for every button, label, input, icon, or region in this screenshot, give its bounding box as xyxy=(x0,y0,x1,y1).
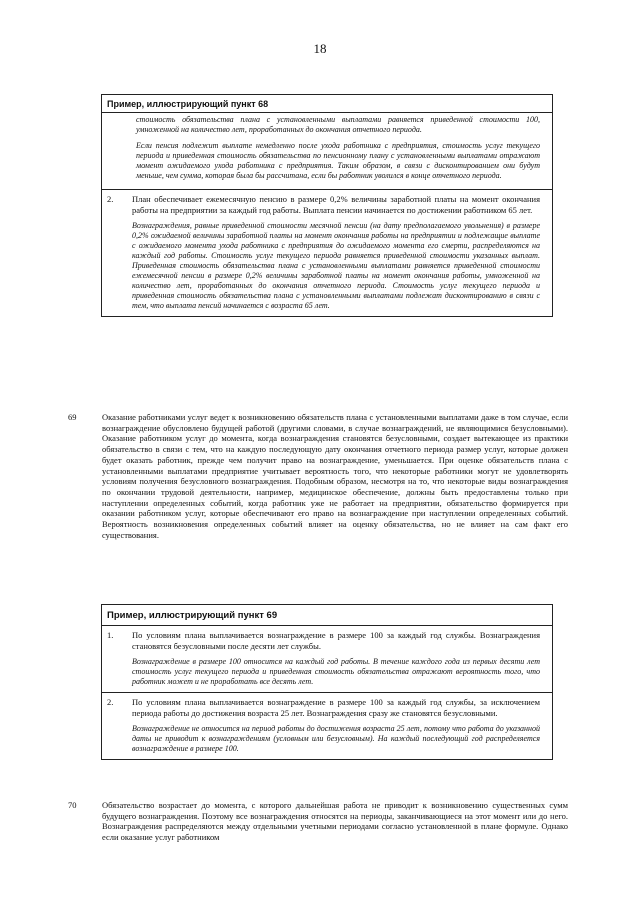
example-item-text: По условиям плана выплачивается вознаграждение в размере 100 за каждый год службы, за исключением периода работы до достижения возраста 25 лет. Вознаграждения сразу же становятся безусловными. xyxy=(132,697,540,718)
example-item xyxy=(102,190,552,316)
paragraph-text: Оказание работниками услуг ведет к возникновению обязательств плана с установленными выплатами даже в том случае, если вознаграждение обусловлено будущей работой (другими словами, в случае вознаграждений, не являющимися безусловными). Оказание работником услуг до момента, когда вознаграждения становятся безусловными, создает вытекающее из практики обязательство в связи с тем, что на каждую последующую дату окончания отчетного периода размер услуг, которые должен будет оказать работник, прежде чем получит право на вознаграждение, уменьшается. При оценке обязательств плана с установленными выплатами предприятие учитывает вероятность того, что некоторые работники могут не удовлетворять условиям получения безусловного вознаграждения. Подобным образом, несмотря на то, что некоторые виды вознаграждения по окончании трудовой деятельности, например, медицинское обеспечение, должны быть предоставлены только при наступлении определенных событий, когда работник уже не работает на предприятии, обязательство формируется при оказании работником услуг, которые обеспечивают его право на вознаграждение при наступлении определенных событий. Вероятность возникновения определенных событий влияет на оценку обязательства, но не влияет на сам факт его существования. xyxy=(102,412,568,540)
example-box-title: Пример, иллюстрирующий пункт 68 xyxy=(102,95,552,113)
example-note: Если пенсия подлежит выплате немедленно после ухода работника с предприятия, стоимость услуг текущего периода и приведенная стоимость обязательства по пенсионному плану с установленными выплатами отражают момент ожидаемого ухода работника с предприятия. Таким образом, в связи с дисконтированием они будут меньше, чем сумма, которая была бы рассчитана, если бы работник уволился в конце отчетного периода. xyxy=(136,141,540,180)
example-box-68 xyxy=(101,94,553,317)
example-item-body xyxy=(124,626,552,692)
example-item-note: Вознаграждение в размере 100 относится на каждый год работы. В течение каждого года из первых десяти лет стоимость услуг текущего периода и приведенная стоимость обязательства отражают вероятность того, что работник может и не проработать все десять лет. xyxy=(132,657,540,686)
example-item-body xyxy=(124,190,552,316)
example-intro xyxy=(102,113,552,181)
page-number: 18 xyxy=(313,41,327,56)
example-item-body xyxy=(124,693,552,759)
paragraph-number: 69 xyxy=(68,412,77,422)
example-item xyxy=(102,692,552,759)
example-item-number: 2. xyxy=(107,697,114,707)
example-box-69 xyxy=(101,604,553,760)
example-item-text: План обеспечивает ежемесячную пенсию в размере 0,2% величины заработной платы на момент окончания работы на предприятии за каждый год работы. Выплата пенсии начинается по достижении работником 65 лет. xyxy=(132,194,540,215)
paragraph-number: 70 xyxy=(68,800,77,810)
example-note: стоимость обязательства плана с установленными выплатами равняется приведенной стоимости 100, умноженной на количество лет, проработанных до окончания отчетного периода. xyxy=(136,115,540,134)
example-item-note: Вознаграждение не относится на период работы до достижения возраста 25 лет, потому что работа до указанной даты не приводит к вознаграждениям (условным или безусловным). На каждый последующий год распределяется вознаграждение в размере 100. xyxy=(132,724,540,753)
example-item-note: Вознаграждения, равные приведенной стоимости месячной пенсии (на дату предполагаемого увольнения) в размере 0,2% ожидаемой величины заработной платы на момент окончания работы на предприятии и подлежащие выплате с ожидаемого момента ухода работника с предприятия до ожидаемого момента его смерти, распределяются на каждый год работы. Стоимость услуг текущего периода равняется приведенной стоимости указанных выплат. Приведенная стоимость обязательства плана с установленными выплатами равняется приведенной стоимости ежемесячной пенсии в размере 0,2% величины заработной платы на момент окончания работы, умноженной на количество лет, проработанных до окончания отчетного периода. Стоимость услуг текущего периода и приведенная стоимость обязательства плана с установленными выплатами подлежат дисконтированию в связи с тем, что выплата пенсий начинается с возраста 65 лет. xyxy=(132,221,540,310)
paragraph-text: Обязательство возрастает до момента, с которого дальнейшая работа не приводит к возникновению существенных сумм будущего вознаграждения. Поэтому все вознаграждения относятся на периоды, заканчивающиеся на этот момент или до него. Вознаграждения распределяются между отдельными учетными периодами согласно установленной в плане формуле. Однако если оказание услуг работником xyxy=(102,800,568,843)
example-box-title: Пример, иллюстрирующий пункт 69 xyxy=(102,605,552,626)
example-item-number: 2. xyxy=(107,194,114,204)
example-item-number: 1. xyxy=(107,630,114,640)
paragraph-70 xyxy=(68,800,568,843)
example-item-text: По условиям плана выплачивается вознаграждение в размере 100 за каждый год службы. Вознаграждения становятся безусловными после десяти лет службы. xyxy=(132,630,540,651)
paragraph-69 xyxy=(68,412,568,540)
example-item xyxy=(102,626,552,692)
